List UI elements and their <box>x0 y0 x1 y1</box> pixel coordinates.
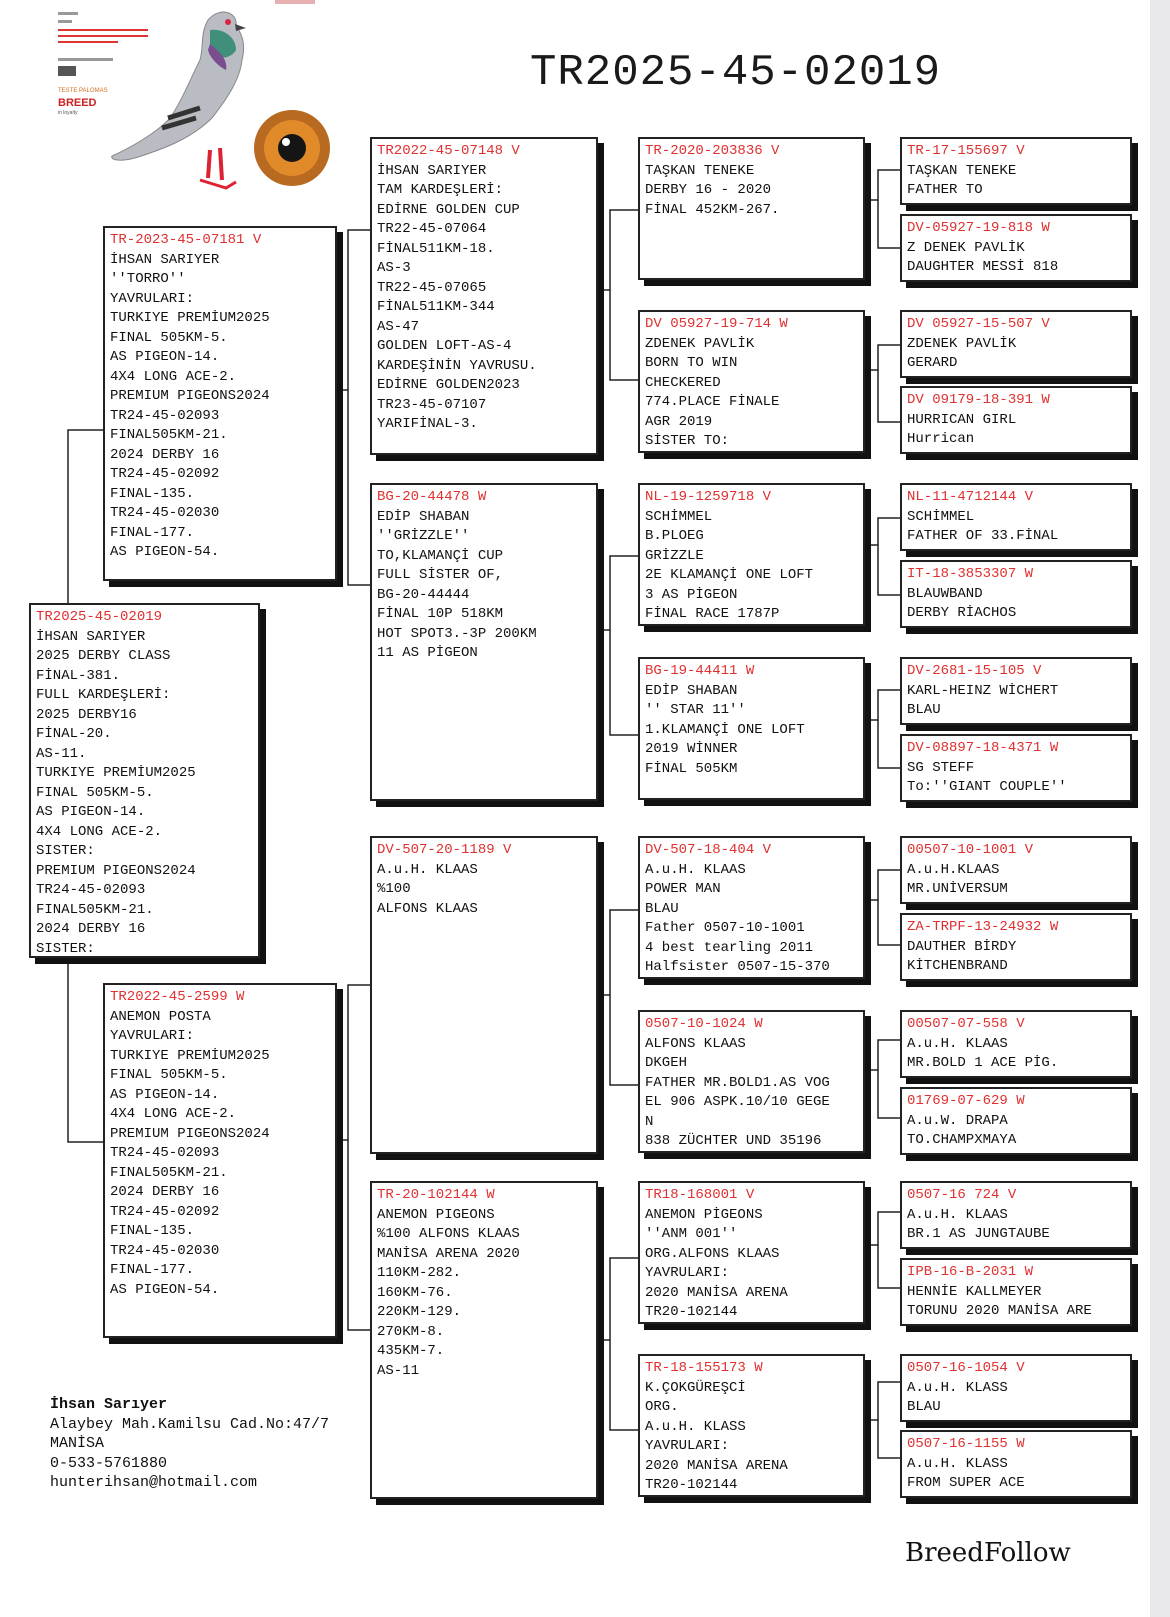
pedigree-line: A.u.H.KLAAS <box>907 861 1000 878</box>
pedigree-line: FİNAL 10P 518KM <box>377 606 504 622</box>
logo-breed-text: BREED <box>58 97 97 109</box>
pedigree-line: HENNİE KALLMEYER <box>907 1283 1042 1300</box>
ring-number: 01769-07-629 W <box>907 1093 1025 1109</box>
ring-number: ZA-TRPF-13-24932 W <box>907 919 1059 935</box>
pedigree-line: ''GRİZZLE'' <box>377 528 470 544</box>
pedigree-line: BG-20-44444 <box>377 586 470 603</box>
ring-number: DV 09179-18-391 W <box>907 392 1050 408</box>
pedigree-line: YAVRULARI: <box>110 1028 195 1044</box>
ring-number: TR-20-102144 W <box>377 1187 495 1203</box>
pedigree-line: A.u.H. KLASS <box>907 1379 1008 1396</box>
ring-number: IPB-16-B-2031 W <box>907 1264 1034 1280</box>
pedigree-line: DAUGHTER MESSİ 818 <box>907 259 1059 275</box>
pedigree-line: AS PIGEON-14. <box>36 804 146 820</box>
ring-number: TR18-168001 V <box>645 1187 755 1203</box>
pigeon-card-dam <box>103 983 337 1338</box>
pedigree-line: 838 ZÜCHTER UND 35196 <box>645 1133 822 1149</box>
pedigree-line: TR24-45-02092 <box>110 1203 220 1220</box>
pedigree-line: To:''GIANT COUPLE'' <box>907 779 1067 795</box>
pedigree-line: AS PIGEON-14. <box>110 1086 220 1103</box>
pigeon-logo <box>50 0 350 200</box>
pigeon-card-g13 <box>900 1181 1132 1249</box>
pedigree-line: DERBY RİACHOS <box>907 605 1017 621</box>
ring-number: DV 05927-15-507 V <box>907 316 1050 332</box>
pedigree-line: İHSAN SARIYER <box>377 162 487 179</box>
owner-phone: 0-533-5761880 <box>50 1454 168 1472</box>
ring-number: TR2022-45-2599 W <box>110 989 245 1005</box>
pedigree-line: FINAL-177. <box>110 524 195 541</box>
pedigree-line: FİNAL 505KM <box>645 760 738 777</box>
pigeon-card-g6 <box>900 560 1132 628</box>
ring-number: TR-18-155173 W <box>645 1360 763 1376</box>
ring-number: NL-11-4712144 V <box>907 489 1034 505</box>
pigeon-card-g14 <box>900 1258 1132 1326</box>
pedigree-line: 4 best tearling 2011 <box>645 939 814 956</box>
pedigree-line: BLAU <box>907 702 941 718</box>
pedigree-line: TURKIYE PREMİUM2025 <box>110 310 270 326</box>
pedigree-line: ZDENEK PAVLİK <box>645 335 755 352</box>
owner-city: MANİSA <box>50 1435 105 1452</box>
pedigree-line: TO,KLAMANÇİ CUP <box>377 547 504 564</box>
pedigree-line: ''ANM 001'' <box>645 1226 738 1242</box>
pedigree-line: TAŞKAN TENEKE <box>907 162 1017 179</box>
ring-number: DV 05927-19-714 W <box>645 316 788 332</box>
brand-logo-text: BreedFollow <box>905 1538 1071 1568</box>
pedigree-line: POWER MAN <box>645 881 721 897</box>
pedigree-line: FATHER MR.BOLD1.AS VOG <box>645 1074 830 1091</box>
pigeon-card-dsd <box>638 1010 865 1153</box>
pedigree-line: BLAUWBAND <box>907 585 983 602</box>
pedigree-line: MR.UNİVERSUM <box>907 881 1008 897</box>
pedigree-line: EDİRNE GOLDEN CUP <box>377 201 520 218</box>
pedigree-line: FINAL-135. <box>110 485 195 502</box>
pedigree-line: SCHİMMEL <box>645 508 713 525</box>
pedigree-line: TR24-45-02093 <box>110 1145 220 1161</box>
pedigree-line: FROM SUPER ACE <box>907 1475 1025 1491</box>
pedigree-line: AGR 2019 <box>645 413 713 430</box>
pedigree-line: PREMIUM PIGEONS2024 <box>36 862 196 879</box>
pedigree-line: TR24-45-02092 <box>110 466 220 482</box>
ring-number: TR-17-155697 V <box>907 143 1025 159</box>
pigeon-card-g11 <box>900 1010 1132 1078</box>
pedigree-line: %100 ALFONS KLAAS <box>377 1226 520 1242</box>
pedigree-line: FİNAL-20. <box>36 726 112 742</box>
pedigree-line: YARIFİNAL-3. <box>377 416 478 432</box>
pedigree-line: FINAL-177. <box>110 1262 195 1278</box>
pedigree-line: ANEMON POSTA <box>110 1008 211 1025</box>
pedigree-line: N <box>645 1113 654 1130</box>
ring-number: 0507-16-1155 W <box>907 1436 1025 1452</box>
pedigree-line: HOT SPOT3.-3P 200KM <box>377 625 537 642</box>
pedigree-line: EL 906 ASPK.10/10 GEGE <box>645 1094 830 1110</box>
pedigree-line: BORN TO WIN <box>645 355 738 371</box>
ring-number: IT-18-3853307 W <box>907 566 1034 582</box>
ring-number: DV-08897-18-4371 W <box>907 740 1059 756</box>
pedigree-line: ALFONS KLAAS <box>377 900 478 917</box>
pedigree-line: AS PIGEON-54. <box>110 544 220 560</box>
ring-number: NL-19-1259718 V <box>645 489 772 505</box>
pedigree-line: İHSAN SARIYER <box>110 251 220 268</box>
pedigree-line: TR24-45-02030 <box>110 1242 220 1259</box>
pedigree-line: 2025 DERBY16 <box>36 706 137 723</box>
pedigree-line: TO.CHAMPXMAYA <box>907 1132 1017 1148</box>
pedigree-line: 11 AS PİGEON <box>377 645 478 661</box>
pedigree-line: ALFONS KLAAS <box>645 1035 746 1052</box>
pedigree-line: FATHER OF 33.FİNAL <box>907 528 1059 544</box>
pigeon-card-sss <box>638 137 865 280</box>
pedigree-line: FINAL 505KM-5. <box>110 329 228 346</box>
logo-tagline: in loyalty <box>58 110 78 116</box>
pedigree-line: FİNAL511KM-344 <box>377 299 495 315</box>
pedigree-line: TR24-45-02093 <box>36 882 146 898</box>
pedigree-line: FINAL 505KM-5. <box>110 1067 228 1083</box>
pigeon-card-g8 <box>900 734 1132 802</box>
ring-number: 0507-10-1024 W <box>645 1016 763 1032</box>
pedigree-line: TORUNU 2020 MANİSA ARE <box>907 1303 1092 1319</box>
pedigree-line: ORG. <box>645 1399 679 1415</box>
pedigree-line: GRİZZLE <box>645 547 704 564</box>
ring-number: DV-507-20-1189 V <box>377 842 512 858</box>
pedigree-line: DERBY 16 - 2020 <box>645 182 772 198</box>
ring-number: TR-2023-45-07181 V <box>110 232 262 248</box>
pigeon-card-ss <box>370 137 598 455</box>
pedigree-line: SISTER: <box>36 940 95 957</box>
pigeon-card-dd <box>370 1181 598 1499</box>
pedigree-line: EDİRNE GOLDEN2023 <box>377 377 520 393</box>
pedigree-line: 2020 MANİSA ARENA <box>645 1284 788 1301</box>
pedigree-line: TR22-45-07065 <box>377 279 487 296</box>
pedigree-line: TURKIYE PREMİUM2025 <box>36 765 196 781</box>
pedigree-line: 220KM-129. <box>377 1304 462 1320</box>
pedigree-line: 270KM-8. <box>377 1323 445 1340</box>
pedigree-line: KARDEŞİNİN YAVRUSU. <box>377 357 537 374</box>
pedigree-line: AS-3 <box>377 260 411 276</box>
pedigree-title: TR2025-45-02019 <box>530 48 942 98</box>
pedigree-line: 2019 WİNNER <box>645 741 738 757</box>
pedigree-line: AS-47 <box>377 318 420 335</box>
pigeon-card-ssd <box>638 310 865 453</box>
pedigree-line: YAVRULARI: <box>110 290 195 307</box>
pedigree-line: FİNAL-381. <box>36 667 121 684</box>
pedigree-line: PREMIUM PIGEONS2024 <box>110 1125 270 1142</box>
pedigree-line: ORG.ALFONS KLAAS <box>645 1245 780 1262</box>
logo-banner: TESTE PALOMAS <box>58 88 108 94</box>
ring-number: 0507-16 724 V <box>907 1187 1017 1203</box>
pigeon-card-g9 <box>900 836 1132 904</box>
pedigree-line: FİNAL RACE 1787P <box>645 606 780 622</box>
ring-number: DV-507-18-404 V <box>645 842 772 858</box>
pigeon-card-g1 <box>900 137 1132 205</box>
pedigree-line: 4X4 LONG ACE-2. <box>36 823 163 840</box>
pedigree-line: ANEMON PIGEONS <box>377 1206 495 1223</box>
pedigree-line: B.PLOEG <box>645 528 704 544</box>
pedigree-line: SİSTER TO: <box>645 433 730 449</box>
pedigree-line: GOLDEN LOFT-AS-4 <box>377 338 512 354</box>
pedigree-line: BLAU <box>645 900 679 917</box>
pedigree-line: HURRICAN GIRL <box>907 411 1017 428</box>
pedigree-line: YAVRULARI: <box>645 1265 730 1281</box>
pigeon-card-g10 <box>900 913 1132 981</box>
pedigree-line: A.u.H. KLAAS <box>377 861 478 878</box>
pigeon-card-g4 <box>900 386 1132 454</box>
pedigree-line: FINAL505KM-21. <box>110 427 228 443</box>
pigeon-card-g7 <box>900 657 1132 725</box>
pedigree-line: TR24-45-02030 <box>110 505 220 521</box>
pedigree-line: 1.KLAMANÇİ ONE LOFT <box>645 721 805 738</box>
pedigree-line: BLAU <box>907 1399 941 1415</box>
pedigree-line: AS-11 <box>377 1362 420 1379</box>
pedigree-line: SCHİMMEL <box>907 508 975 525</box>
pedigree-line: DAUTHER BİRDY <box>907 938 1017 955</box>
pedigree-line: FULL KARDEŞLERİ: <box>36 687 171 703</box>
pedigree-line: A.u.H. KLAAS <box>907 1206 1008 1223</box>
pedigree-line: GERARD <box>907 355 958 371</box>
pedigree-line: SG STEFF <box>907 759 975 776</box>
ring-number: 0507-16-1054 V <box>907 1360 1025 1376</box>
pedigree-line: A.u.H. KLAAS <box>907 1035 1008 1052</box>
pigeon-card-g2 <box>900 214 1132 282</box>
pigeon-card-g5 <box>900 483 1132 551</box>
ring-number: TR2025-45-02019 <box>36 609 163 625</box>
pigeon-card-g16 <box>900 1430 1132 1498</box>
pedigree-line: TURKIYE PREMİUM2025 <box>110 1047 270 1064</box>
pedigree-line: 435KM-7. <box>377 1343 445 1359</box>
pigeon-card-sds <box>638 483 865 626</box>
pedigree-line: TR20-102144 <box>645 1304 738 1320</box>
pedigree-line: 2024 DERBY 16 <box>36 921 146 937</box>
pedigree-line: FINAL505KM-21. <box>110 1164 228 1181</box>
pigeon-card-g3 <box>900 310 1132 378</box>
pedigree-line: PREMIUM PIGEONS2024 <box>110 388 270 404</box>
pigeon-card-dds <box>638 1181 865 1324</box>
pedigree-line: 2024 DERBY 16 <box>110 446 220 463</box>
owner-contact <box>50 1395 329 1493</box>
owner-email[interactable]: hunterihsan@hotmail.com <box>50 1474 258 1491</box>
pedigree-line: %100 <box>377 881 411 897</box>
pigeon-image-icon <box>50 0 350 200</box>
pedigree-line: Hurrican <box>907 431 975 447</box>
pedigree-line: AS PIGEON-54. <box>110 1281 220 1298</box>
pedigree-line: 774.PLACE FİNALE <box>645 394 780 410</box>
pedigree-line: '' STAR 11'' <box>645 702 746 718</box>
pedigree-line: EDİP SHABAN <box>377 508 470 525</box>
pedigree-line: 2E KLAMANÇİ ONE LOFT <box>645 567 814 583</box>
pedigree-line: TR20-102144 <box>645 1477 738 1493</box>
page-edge <box>1150 0 1170 1617</box>
pedigree-line: SISTER: <box>36 843 95 859</box>
ring-number: BG-20-44478 W <box>377 489 487 505</box>
pedigree-line: KARL-HEINZ WİCHERT <box>907 682 1059 699</box>
pedigree-line: Z DENEK PAVLİK <box>907 239 1025 256</box>
pedigree-line: FİNAL 452KM-267. <box>645 201 780 218</box>
pedigree-line: 3 AS PİGEON <box>645 586 738 603</box>
pedigree-line: ZDENEK PAVLİK <box>907 335 1017 352</box>
pedigree-line: 4X4 LONG ACE-2. <box>110 368 237 385</box>
pedigree-line: FİNAL511KM-18. <box>377 240 495 257</box>
pedigree-line: 110KM-282. <box>377 1265 462 1281</box>
pedigree-line: 2025 DERBY CLASS <box>36 648 171 664</box>
ring-number: DV-05927-19-818 W <box>907 220 1050 236</box>
pedigree-line: 160KM-76. <box>377 1284 453 1301</box>
pedigree-line: TR23-45-07107 <box>377 396 487 413</box>
pedigree-line: MR.BOLD 1 ACE PİG. <box>907 1055 1059 1071</box>
pedigree-line: A.u.H. KLASS <box>645 1418 746 1435</box>
pigeon-card-dss <box>638 836 865 979</box>
pedigree-line: CHECKERED <box>645 374 721 391</box>
pedigree-line: Father 0507-10-1001 <box>645 920 805 936</box>
pedigree-line: TR24-45-02093 <box>110 407 220 424</box>
pedigree-line: 2024 DERBY 16 <box>110 1184 220 1200</box>
pigeon-card-main <box>29 603 260 958</box>
pedigree-line: YAVRULARI: <box>645 1438 730 1454</box>
pedigree-line: A.u.H. KLASS <box>907 1455 1008 1472</box>
pigeon-card-sd <box>370 483 598 801</box>
ring-number: BG-19-44411 W <box>645 663 755 679</box>
pigeon-card-sdd <box>638 657 865 800</box>
owner-name: İhsan Sarıyer <box>50 1396 168 1413</box>
pigeon-card-sire <box>103 226 337 581</box>
pedigree-line: FINAL505KM-21. <box>36 901 154 918</box>
pedigree-line: İHSAN SARIYER <box>36 628 146 645</box>
pedigree-line: AS-11. <box>36 745 87 762</box>
ring-number: TR-2020-203836 V <box>645 143 780 159</box>
pedigree-line: A.u.W. DRAPA <box>907 1112 1008 1129</box>
pedigree-line: A.u.H. KLAAS <box>645 861 746 878</box>
pedigree-line: ANEMON PİGEONS <box>645 1206 763 1223</box>
pedigree-line: K.ÇOKGÜREŞCİ <box>645 1379 746 1396</box>
pedigree-line: TAM KARDEŞLERİ: <box>377 182 504 198</box>
pedigree-line: TAŞKAN TENEKE <box>645 162 755 179</box>
pedigree-line: FULL SİSTER OF, <box>377 567 504 583</box>
pedigree-line: FINAL 505KM-5. <box>36 784 154 801</box>
pedigree-line: Halfsister 0507-15-370 <box>645 959 830 975</box>
pigeon-card-g15 <box>900 1354 1132 1422</box>
pedigree-line: ''TORRO'' <box>110 271 186 287</box>
pigeon-card-g12 <box>900 1087 1132 1155</box>
ring-number: 00507-07-558 V <box>907 1016 1025 1032</box>
pedigree-line: FATHER TO <box>907 182 983 198</box>
pedigree-line: 4X4 LONG ACE-2. <box>110 1106 237 1122</box>
pedigree-line: FINAL-135. <box>110 1223 195 1239</box>
pedigree-line: KİTCHENBRAND <box>907 958 1008 974</box>
pedigree-line: BR.1 AS JUNGTAUBE <box>907 1226 1050 1242</box>
pedigree-line: EDİP SHABAN <box>645 682 738 699</box>
pedigree-line: MANİSA ARENA 2020 <box>377 1245 520 1262</box>
pigeon-card-ds <box>370 836 598 1154</box>
pedigree-line: 2020 MANİSA ARENA <box>645 1457 788 1474</box>
pigeon-card-ddd <box>638 1354 865 1497</box>
owner-address: Alaybey Mah.Kamilsu Cad.No:47/7 <box>50 1415 330 1433</box>
ring-number: DV-2681-15-105 V <box>907 663 1042 679</box>
pedigree-line: DKGEH <box>645 1055 688 1071</box>
ring-number: TR2022-45-07148 V <box>377 143 520 159</box>
pedigree-line: AS PIGEON-14. <box>110 349 220 365</box>
ring-number: 00507-10-1001 V <box>907 842 1034 858</box>
pedigree-line: TR22-45-07064 <box>377 221 487 237</box>
